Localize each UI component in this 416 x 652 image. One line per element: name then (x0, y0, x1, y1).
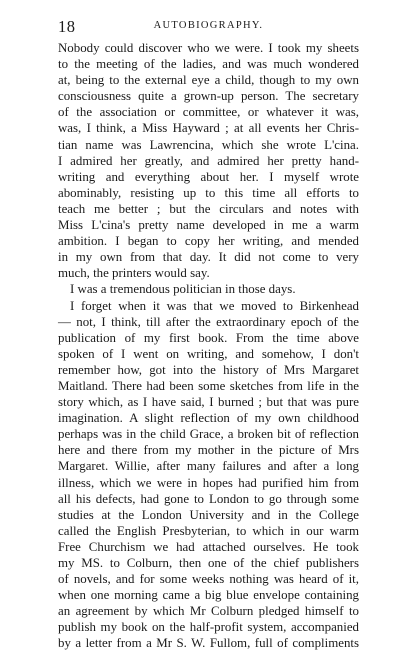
running-head: AUTOBIOGRAPHY. (153, 20, 264, 31)
text-line: I admired her greatly, and admired her pretty hand- (58, 153, 359, 168)
text-line: Miss L'cina's pretty name developed in me a warm (58, 218, 359, 233)
text-line: ambition. I began to copy her writing, and mended (58, 234, 359, 249)
text-line: I forget when it was that we moved to Birkenhead (70, 298, 359, 313)
text-line: teach me better ; but the circulars and notes with (58, 201, 359, 216)
text-line: spoken of I went on writing, and somehow, I don't (58, 346, 359, 361)
text-line: of novels, and for some weeks nothing was heard of it, (58, 572, 359, 587)
text-line: an agreement by which Mr Colburn pledged himself to (58, 604, 359, 619)
text-line: in my own from that day. It did not come to very (58, 250, 359, 265)
text-line: tian name was Lawrencina, which she wrote L'cina. (58, 137, 359, 152)
text-line: illness, which we were in hopes had purified him from (58, 475, 359, 490)
text-line: my MS. to Colburn, then one of the chief publishers (58, 556, 359, 570)
text-line: consciousness quite a grown-up person. The secretary (58, 89, 359, 104)
text-line: Maitland. There had been some sketches from life in the (58, 378, 359, 393)
text-line: Nobody could discover who we were. I took my sheets (58, 41, 359, 55)
page-header (58, 17, 359, 39)
text-line: when one morning came a big blue envelope containing (58, 588, 359, 603)
text-line: called the English Presbyterian, to which in our warm (58, 523, 359, 538)
text-line: I was a tremendous politician in those days. (70, 282, 296, 297)
body-text (58, 40, 359, 652)
text-line: Free Churchism we had attached ourselves. He took (58, 539, 359, 554)
text-line: publication of my first book. From the time above (58, 330, 359, 345)
text-line: imagination. A slight reflection of my own childhood (58, 411, 359, 426)
text-line: perhaps was in the child Grace, a broken bit of reflection (58, 427, 359, 442)
text-line: all his defects, had gone to London to go through some (58, 491, 359, 506)
text-line: by a letter from a Mr S. W. Fullom, full of compliments (58, 636, 359, 651)
text-line: publish my book on the half-profit system, accompanied (58, 620, 359, 635)
text-line: — not, I think, till after the extraordinary epoch of the (58, 314, 359, 329)
text-line: remember how, got into the history of Mrs Margaret (58, 362, 359, 377)
text-line: writing and everything about her. I myself wrote (58, 169, 359, 184)
text-line: Margaret. Willie, after many failures and after a long (58, 459, 359, 474)
text-line: here and there from my mother in the picture of Mrs (58, 443, 359, 458)
text-line: was, I think, a Miss Hayward ; at all events her Chris- (58, 121, 359, 136)
page-number: 18 (58, 17, 76, 36)
text-line: abominably, resisting up to this time all efforts to (58, 185, 359, 200)
text-line: much, the printers would say. (58, 266, 210, 281)
text-line: to the meeting of the ladies, and was much wondered (58, 57, 359, 72)
text-line: of the association or committee, or whatever it was, (58, 105, 359, 120)
text-line: at, being to the external eye a child, though to my own (58, 73, 359, 88)
text-line: studies at the London University and in the College (58, 507, 359, 522)
text-line: story which, as I have said, I burned ; but that was pure (58, 395, 359, 410)
